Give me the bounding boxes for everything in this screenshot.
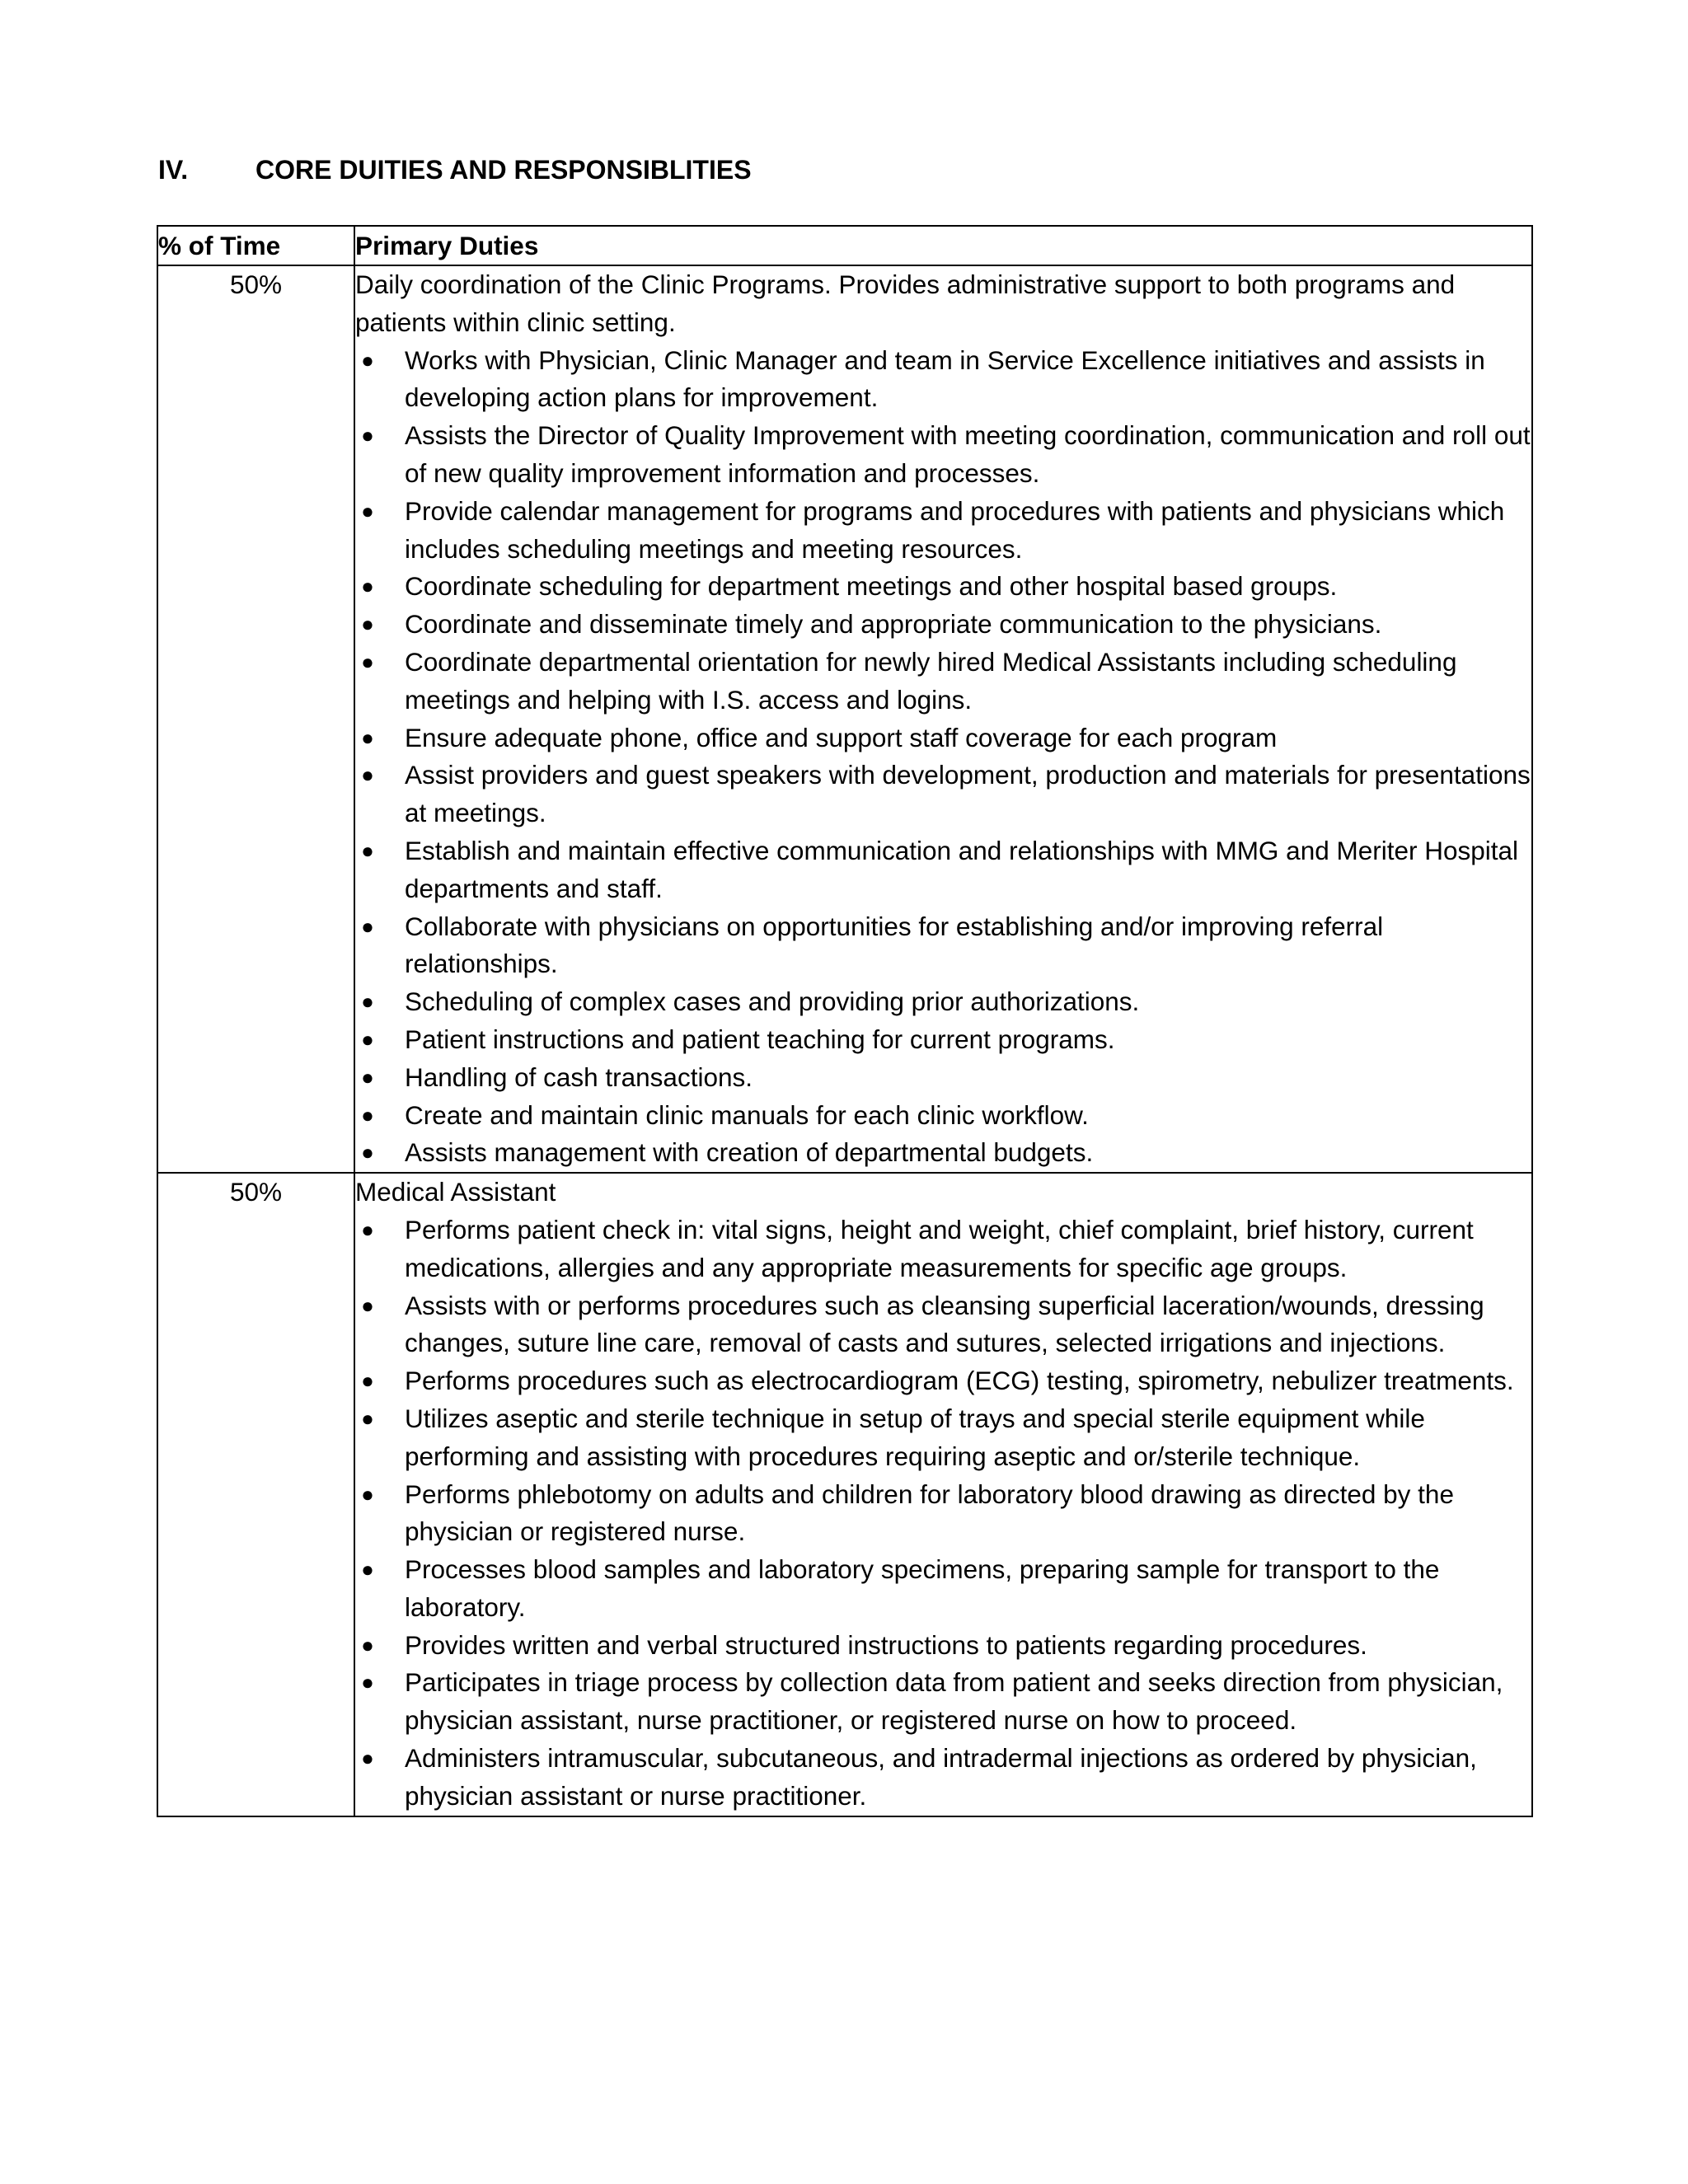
bullet-icon: ● [361, 1481, 374, 1507]
list-item [355, 1287, 1531, 1363]
list-item [355, 1097, 1531, 1135]
bullet-text: Performs patient check in: vital signs, height and weight, chief complaint, brief history, current medications, allergies and any appropriate measurements for specific age groups. [405, 1214, 1474, 1282]
list-item [355, 1212, 1531, 1287]
list-item [355, 1740, 1531, 1816]
bullet-icon: ● [361, 498, 374, 523]
bullet-icon: ● [361, 1557, 374, 1582]
bullet-text: Coordinate scheduling for department meetings and other hospital based groups. [405, 571, 1338, 602]
bullet-icon: ● [361, 574, 374, 599]
bullet-icon: ● [361, 1405, 374, 1431]
duty-bullet-list [355, 342, 1531, 1173]
bullet-text: Coordinate and disseminate timely and appropriate communication to the physicians. [405, 609, 1382, 640]
bullet-icon: ● [361, 1368, 374, 1394]
duty-intro: Medical Assistant [355, 1177, 556, 1207]
duties-cell [354, 1173, 1532, 1816]
list-item [355, 1400, 1531, 1476]
bullet-text: Assist providers and guest speakers with development, production and materials for presentations at meetings. [405, 760, 1531, 828]
list-item [355, 342, 1531, 418]
bullet-icon: ● [361, 423, 374, 448]
table-header-row [157, 226, 1532, 265]
list-item [355, 1664, 1531, 1740]
bullet-icon: ● [361, 649, 374, 674]
bullet-icon: ● [361, 837, 374, 863]
table-row [157, 265, 1532, 1173]
list-item [355, 908, 1531, 984]
bullet-icon: ● [361, 724, 374, 750]
section-title: CORE DUITIES AND RESPONSIBLITIES [256, 155, 752, 185]
list-item [355, 1627, 1531, 1665]
list-item [355, 606, 1531, 644]
list-item [355, 1021, 1531, 1059]
table-row [157, 1173, 1532, 1816]
bullet-icon: ● [361, 989, 374, 1015]
bullet-text: Assists the Director of Quality Improvement with meeting coordination, communication and roll out of new quality improvement information and processes. [405, 420, 1531, 488]
table-body [157, 265, 1532, 1816]
bullet-icon: ● [361, 1026, 374, 1052]
bullet-icon: ● [361, 612, 374, 637]
list-item [355, 1362, 1531, 1400]
bullet-icon: ● [361, 1102, 374, 1127]
bullet-icon: ● [361, 1632, 374, 1657]
bullet-icon: ● [361, 1140, 374, 1165]
bullet-text: Patient instructions and patient teaching for current programs. [405, 1024, 1115, 1054]
bullet-icon: ● [361, 1064, 374, 1090]
duty-intro: Daily coordination of the Clinic Programs. Provides administrative support to both programs and patients within clinic setting. [355, 269, 1456, 337]
list-item [355, 719, 1531, 757]
list-item [355, 1476, 1531, 1552]
bullet-text: Participates in triage process by collection data from patient and seeks direction from physician, physician assistant, nurse practitioner, or registered nurse on how to proceed. [405, 1667, 1503, 1736]
bullet-text: Assists with or performs procedures such as cleansing superficial laceration/wounds, dressing changes, suture line care, removal of casts and sutures, selected irrigations and injections. [405, 1290, 1484, 1358]
duties-table [157, 225, 1533, 1817]
list-item [355, 832, 1531, 908]
bullet-text: Provides written and verbal structured instructions to patients regarding procedures. [405, 1629, 1367, 1660]
list-item [355, 757, 1531, 832]
section-number: IV. [158, 155, 189, 185]
bullet-text: Works with Physician, Clinic Manager and team in Service Excellence initiatives and assists in developing action plans for improvement. [405, 344, 1485, 413]
list-item [355, 568, 1531, 606]
header-percent-of-time: % of Time [157, 226, 354, 265]
header-primary-duties: Primary Duties [354, 226, 1532, 265]
bullet-text: Provide calendar management for programs and procedures with patients and physicians which includes scheduling meetings and meeting resources. [405, 495, 1505, 564]
bullet-text: Performs procedures such as electrocardiogram (ECG) testing, spirometry, nebulizer treatments. [405, 1366, 1514, 1396]
bullet-icon: ● [361, 1216, 374, 1242]
section-heading [158, 153, 752, 186]
bullet-icon: ● [361, 762, 374, 788]
bullet-text: Establish and maintain effective communication and relationships with MMG and Meriter Hospital departments and staff. [405, 835, 1519, 903]
time-percent-cell: 50% [157, 1173, 354, 1816]
list-item [355, 983, 1531, 1021]
bullet-text: Collaborate with physicians on opportunities for establishing and/or improving referral relationships. [405, 911, 1384, 979]
bullet-text: Scheduling of complex cases and providing prior authorizations. [405, 987, 1140, 1017]
list-item [355, 644, 1531, 719]
bullet-text: Assists management with creation of departmental budgets. [405, 1137, 1094, 1168]
time-percent-cell: 50% [157, 265, 354, 1173]
bullet-text: Coordinate departmental orientation for newly hired Medical Assistants including scheduling meetings and helping with I.S. access and logins. [405, 646, 1457, 715]
bullet-text: Processes blood samples and laboratory specimens, preparing sample for transport to the laboratory. [405, 1554, 1440, 1622]
list-item [355, 1059, 1531, 1097]
list-item [355, 1134, 1531, 1172]
list-item [355, 1551, 1531, 1627]
bullet-text: Create and maintain clinic manuals for each clinic workflow. [405, 1099, 1089, 1130]
duties-cell [354, 265, 1532, 1173]
bullet-text: Ensure adequate phone, office and support staff coverage for each program [405, 722, 1278, 752]
duty-bullet-list [355, 1212, 1531, 1816]
bullet-icon: ● [361, 1292, 374, 1318]
bullet-icon: ● [361, 1670, 374, 1695]
list-item [355, 417, 1531, 493]
bullet-text: Performs phlebotomy on adults and children for laboratory blood drawing as directed by the physician or registered nurse. [405, 1479, 1454, 1547]
bullet-text: Handling of cash transactions. [405, 1062, 753, 1092]
bullet-text: Administers intramuscular, subcutaneous, and intradermal injections as ordered by physician, physician assistant or nurse practitioner. [405, 1743, 1477, 1811]
list-item [355, 493, 1531, 569]
bullet-icon: ● [361, 913, 374, 939]
bullet-text: Utilizes aseptic and sterile technique in setup of trays and special sterile equipment while performing and assisting with procedures requiring aseptic and or/sterile technique. [405, 1403, 1425, 1471]
bullet-icon: ● [361, 347, 374, 373]
bullet-icon: ● [361, 1746, 374, 1771]
